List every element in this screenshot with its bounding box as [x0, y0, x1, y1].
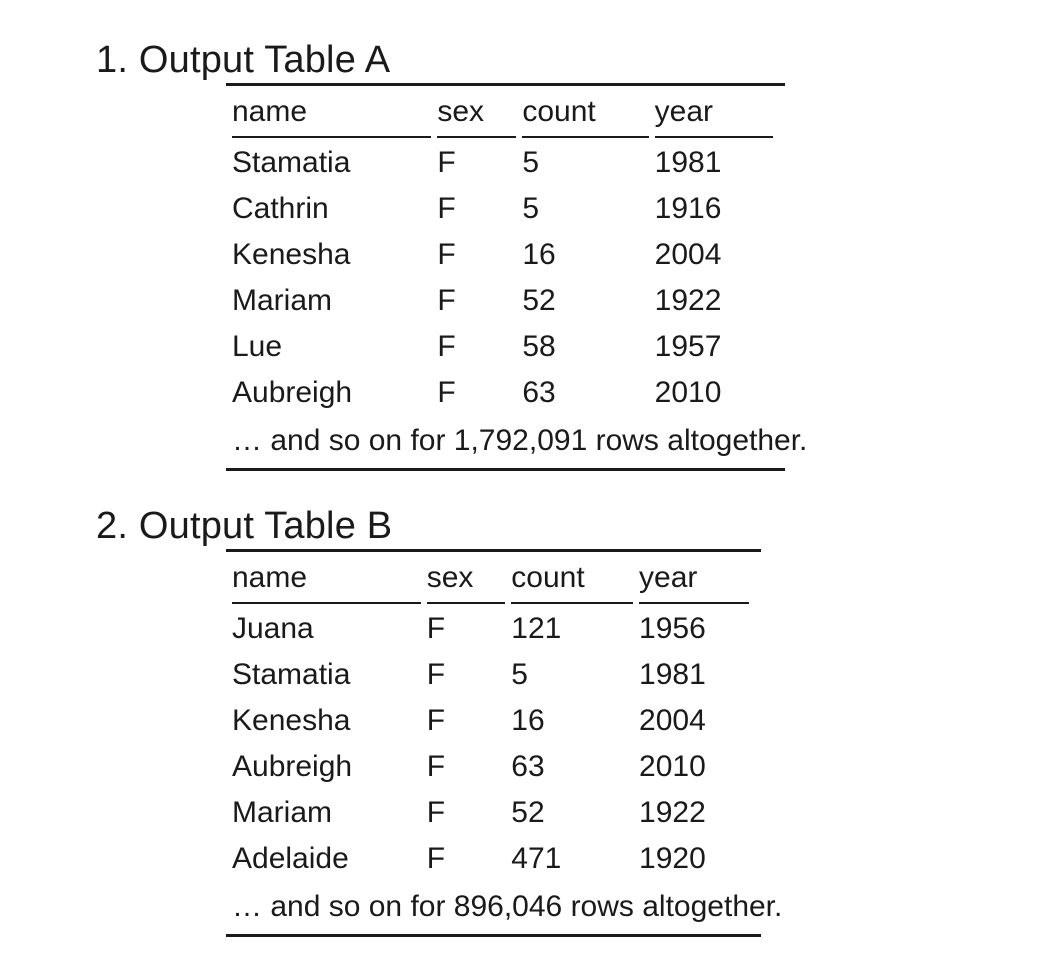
cell-sex: F: [437, 330, 456, 363]
cell-sex: F: [437, 192, 456, 225]
column-header-name: name: [232, 560, 421, 604]
cell-name: Mariam: [232, 284, 333, 317]
cell-name: Juana: [232, 612, 314, 645]
cell-sex: F: [426, 612, 446, 645]
cell-name: Stamatia: [232, 146, 351, 179]
cell-year: 2004: [639, 704, 706, 737]
table-row: [232, 604, 749, 652]
table-b: [226, 560, 755, 882]
cell-year: 1916: [654, 192, 722, 225]
cell-name: Lue: [232, 330, 283, 363]
cell-count: 16: [522, 238, 556, 271]
column-header-name: name: [232, 94, 431, 138]
cell-year: 2004: [654, 238, 722, 271]
column-header-year: year: [655, 94, 773, 138]
cell-year: 1956: [639, 612, 706, 645]
column-header-count: count: [511, 560, 633, 604]
cell-sex: F: [437, 284, 456, 317]
cell-year: 1981: [639, 658, 706, 691]
table-b-title: 2. Output Table B: [96, 505, 393, 547]
cell-count: 471: [511, 842, 562, 875]
table-row: [232, 370, 773, 416]
cell-name: Adelaide: [232, 842, 349, 875]
column-header-count: count: [522, 94, 648, 138]
cell-name: Aubreigh: [232, 376, 353, 409]
table-header-row: [232, 94, 773, 138]
cell-count: 58: [522, 330, 556, 363]
table-row: [232, 324, 773, 370]
cell-sex: F: [426, 842, 446, 875]
table-a-body: [232, 138, 773, 416]
cell-name: Aubreigh: [232, 750, 353, 783]
column-header-sex: sex: [427, 560, 506, 604]
table-row: [232, 698, 749, 744]
table-row: [232, 232, 773, 278]
cell-sex: F: [426, 796, 446, 829]
cell-count: 5: [522, 192, 540, 225]
table-a: [226, 94, 779, 416]
cell-count: 52: [511, 796, 545, 829]
cell-name: Kenesha: [232, 238, 351, 271]
table-header-row: [232, 560, 749, 604]
table-row: [232, 186, 773, 232]
cell-year: 1920: [639, 842, 706, 875]
cell-name: Stamatia: [232, 658, 351, 691]
cell-count: 16: [511, 704, 545, 737]
table-row: [232, 744, 749, 790]
column-header-year: year: [639, 560, 749, 604]
cell-count: 63: [511, 750, 545, 783]
cell-count: 5: [511, 658, 528, 691]
cell-sex: F: [437, 146, 456, 179]
cell-year: 2010: [654, 376, 722, 409]
table-row: [232, 836, 749, 882]
column-header-sex: sex: [437, 94, 516, 138]
cell-sex: F: [437, 238, 456, 271]
cell-sex: F: [437, 376, 456, 409]
cell-name: Kenesha: [232, 704, 351, 737]
cell-year: 2010: [639, 750, 706, 783]
cell-year: 1922: [639, 796, 706, 829]
table-b-container: [226, 549, 783, 937]
table-row: [232, 790, 749, 836]
table-a-title: 1. Output Table A: [96, 39, 391, 81]
cell-sex: F: [426, 704, 446, 737]
table-b-row-count-note: … and so on for 896,046 rows altogether.: [232, 890, 783, 923]
table-a-container: [226, 83, 808, 471]
cell-year: 1957: [654, 330, 722, 363]
cell-name: Mariam: [232, 796, 333, 829]
table-b-body: [232, 604, 749, 882]
table-a-row-count-note: … and so on for 1,792,091 rows altogether.: [232, 424, 808, 457]
cell-sex: F: [426, 750, 446, 783]
cell-year: 1922: [654, 284, 722, 317]
cell-sex: F: [426, 658, 446, 691]
table-row: [232, 138, 773, 186]
table-row: [232, 278, 773, 324]
cell-name: Cathrin: [232, 192, 329, 225]
cell-year: 1981: [654, 146, 722, 179]
cell-count: 121: [511, 612, 562, 645]
table-row: [232, 652, 749, 698]
cell-count: 63: [522, 376, 556, 409]
cell-count: 52: [522, 284, 556, 317]
cell-count: 5: [522, 146, 540, 179]
